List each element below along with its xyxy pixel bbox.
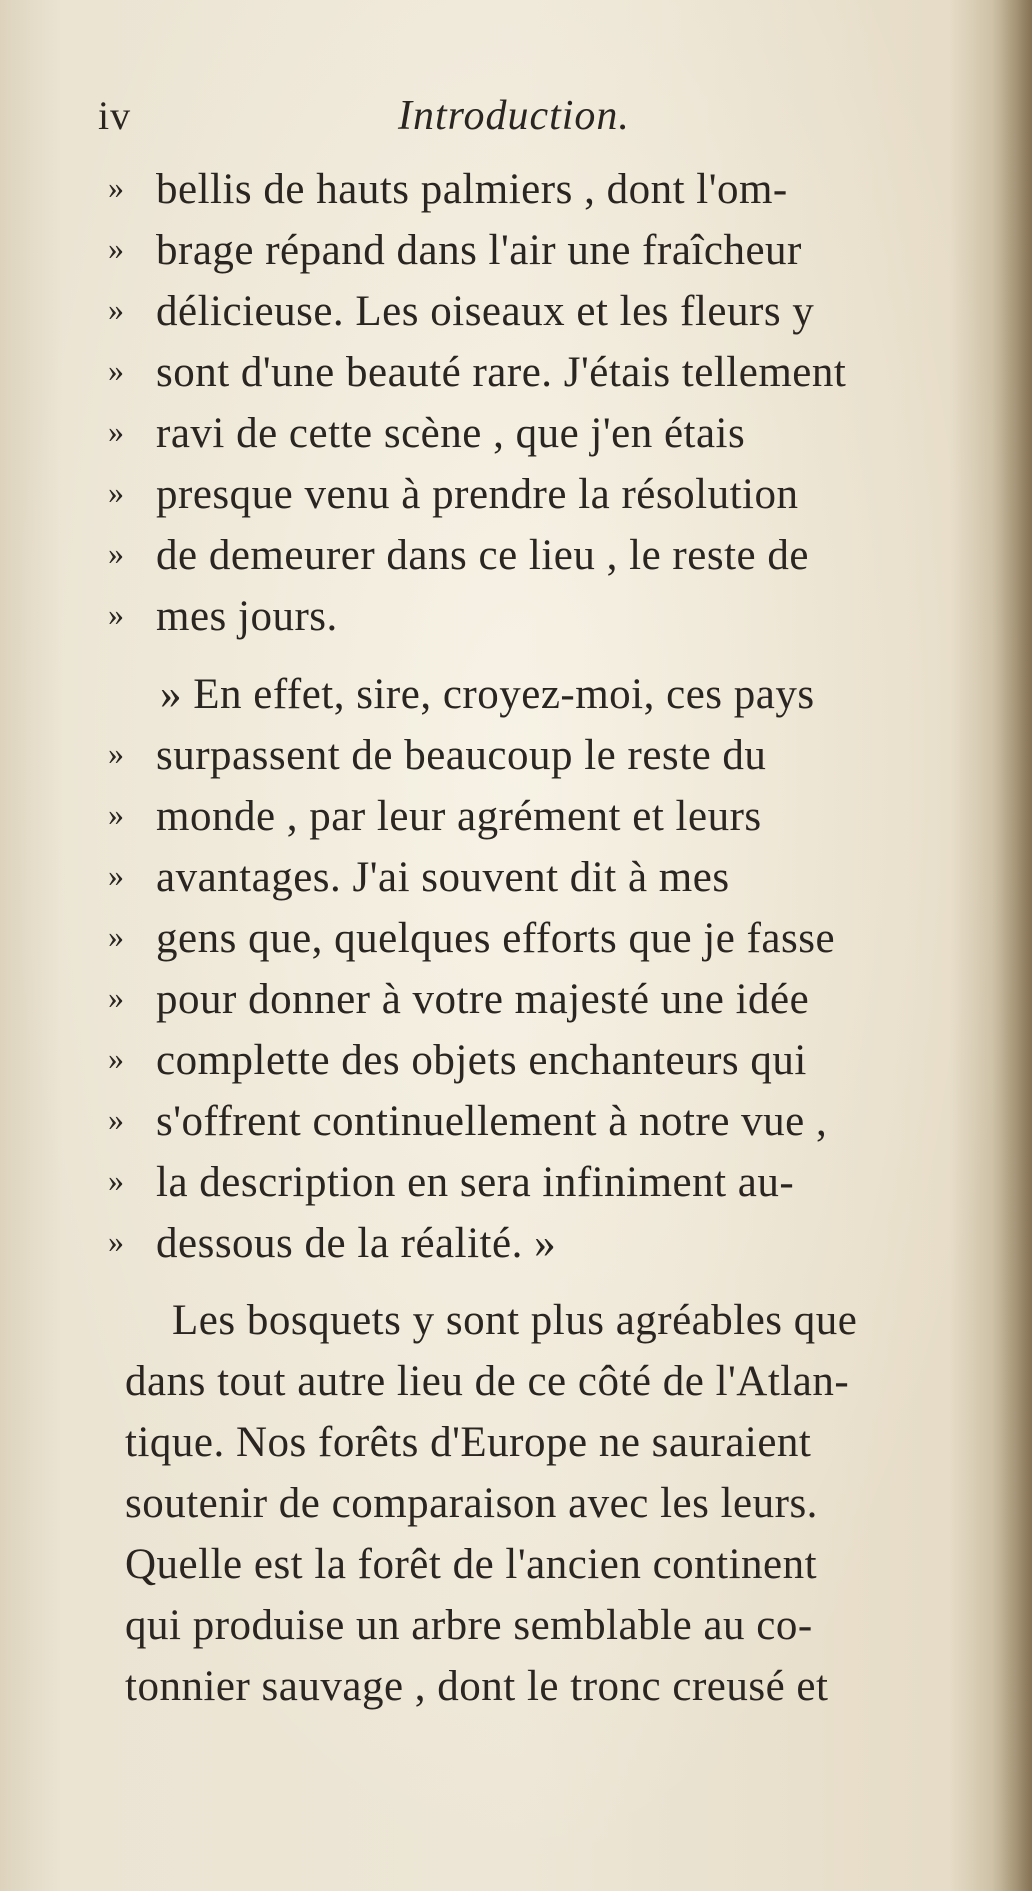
text-line bbox=[125, 1601, 995, 1663]
page-header bbox=[98, 92, 698, 152]
text-line bbox=[160, 670, 990, 732]
line-text: de demeurer dans ce lieu , le reste de bbox=[156, 532, 809, 579]
line-text: complette des objets enchanteurs qui bbox=[156, 1037, 807, 1084]
text-line bbox=[108, 592, 988, 654]
line-text: avantages. J'ai souvent dit à mes bbox=[156, 854, 730, 901]
text-line bbox=[108, 531, 988, 593]
text-line bbox=[108, 853, 988, 915]
text-line bbox=[108, 975, 988, 1037]
line-text: bellis de hauts palmiers , dont l'om- bbox=[156, 166, 788, 213]
text-line bbox=[108, 914, 988, 976]
page-number: iv bbox=[98, 93, 132, 138]
quote-mark: » bbox=[108, 918, 125, 954]
quote-mark: » bbox=[108, 1223, 125, 1259]
quote-mark: » bbox=[108, 352, 125, 388]
text-line bbox=[108, 287, 988, 349]
line-text: Les bosquets y sont plus agréables que bbox=[172, 1297, 858, 1344]
line-text: mes jours. bbox=[156, 593, 338, 640]
line-text: soutenir de comparaison avec les leurs. bbox=[125, 1480, 818, 1527]
line-text: presque venu à prendre la résolution bbox=[156, 471, 799, 518]
text-line bbox=[108, 226, 988, 288]
line-text: ravi de cette scène , que j'en étais bbox=[156, 410, 746, 457]
quote-mark: » bbox=[108, 291, 125, 327]
line-text: Quelle est la forêt de l'ancien continent bbox=[125, 1541, 818, 1588]
text-line bbox=[108, 1036, 988, 1098]
line-text: surpassent de beaucoup le reste du bbox=[156, 732, 767, 779]
text-line bbox=[125, 1662, 995, 1724]
line-text: qui produise un arbre semblable au co- bbox=[125, 1602, 813, 1649]
quote-mark: » bbox=[108, 1101, 125, 1137]
text-line bbox=[172, 1296, 992, 1358]
text-line bbox=[108, 1097, 988, 1159]
line-text: sont d'une beauté rare. J'étais tellement bbox=[156, 349, 847, 396]
line-text: brage répand dans l'air une fraîcheur bbox=[156, 227, 802, 274]
text-line bbox=[108, 1158, 988, 1220]
running-title: Introduction. bbox=[398, 93, 630, 139]
line-text: dans tout autre lieu de ce côté de l'Atlan- bbox=[125, 1358, 850, 1405]
text-line bbox=[108, 792, 988, 854]
text-line bbox=[125, 1479, 995, 1541]
line-text: gens que, quelques efforts que je fasse bbox=[156, 915, 836, 962]
text-line bbox=[108, 470, 988, 532]
quote-mark: » bbox=[108, 413, 125, 449]
quote-mark: » bbox=[108, 796, 125, 832]
text-line bbox=[125, 1540, 995, 1602]
quote-mark: » bbox=[108, 1162, 125, 1198]
quote-mark: » bbox=[108, 979, 125, 1015]
line-text: pour donner à votre majesté une idée bbox=[156, 976, 810, 1023]
text-line bbox=[125, 1357, 995, 1419]
text-line bbox=[108, 165, 988, 227]
quote-mark: » bbox=[108, 1040, 125, 1076]
quote-mark: » bbox=[108, 535, 125, 571]
page-edge-shadow bbox=[992, 0, 1032, 1891]
text-line bbox=[108, 348, 988, 410]
quote-mark: » bbox=[108, 169, 125, 205]
line-text: s'offrent continuellement à notre vue , bbox=[156, 1098, 828, 1145]
line-text: dessous de la réalité. » bbox=[156, 1220, 557, 1267]
quote-mark: » bbox=[108, 474, 125, 510]
text-line bbox=[125, 1418, 995, 1480]
text-line bbox=[108, 1219, 988, 1281]
text-line bbox=[108, 731, 988, 793]
line-text: tonnier sauvage , dont le tronc creusé et bbox=[125, 1663, 829, 1710]
quote-mark: » bbox=[108, 857, 125, 893]
quote-mark: » bbox=[108, 596, 125, 632]
line-text: délicieuse. Les oiseaux et les fleurs y bbox=[156, 288, 815, 335]
line-text: la description en sera infiniment au- bbox=[156, 1159, 795, 1206]
line-text: » En effet, sire, croyez-moi, ces pays bbox=[160, 671, 815, 718]
quote-mark: » bbox=[108, 230, 125, 266]
quote-mark: » bbox=[108, 735, 125, 771]
text-line bbox=[108, 409, 988, 471]
line-text: monde , par leur agrément et leurs bbox=[156, 793, 762, 840]
line-text: tique. Nos forêts d'Europe ne sauraient bbox=[125, 1419, 812, 1466]
